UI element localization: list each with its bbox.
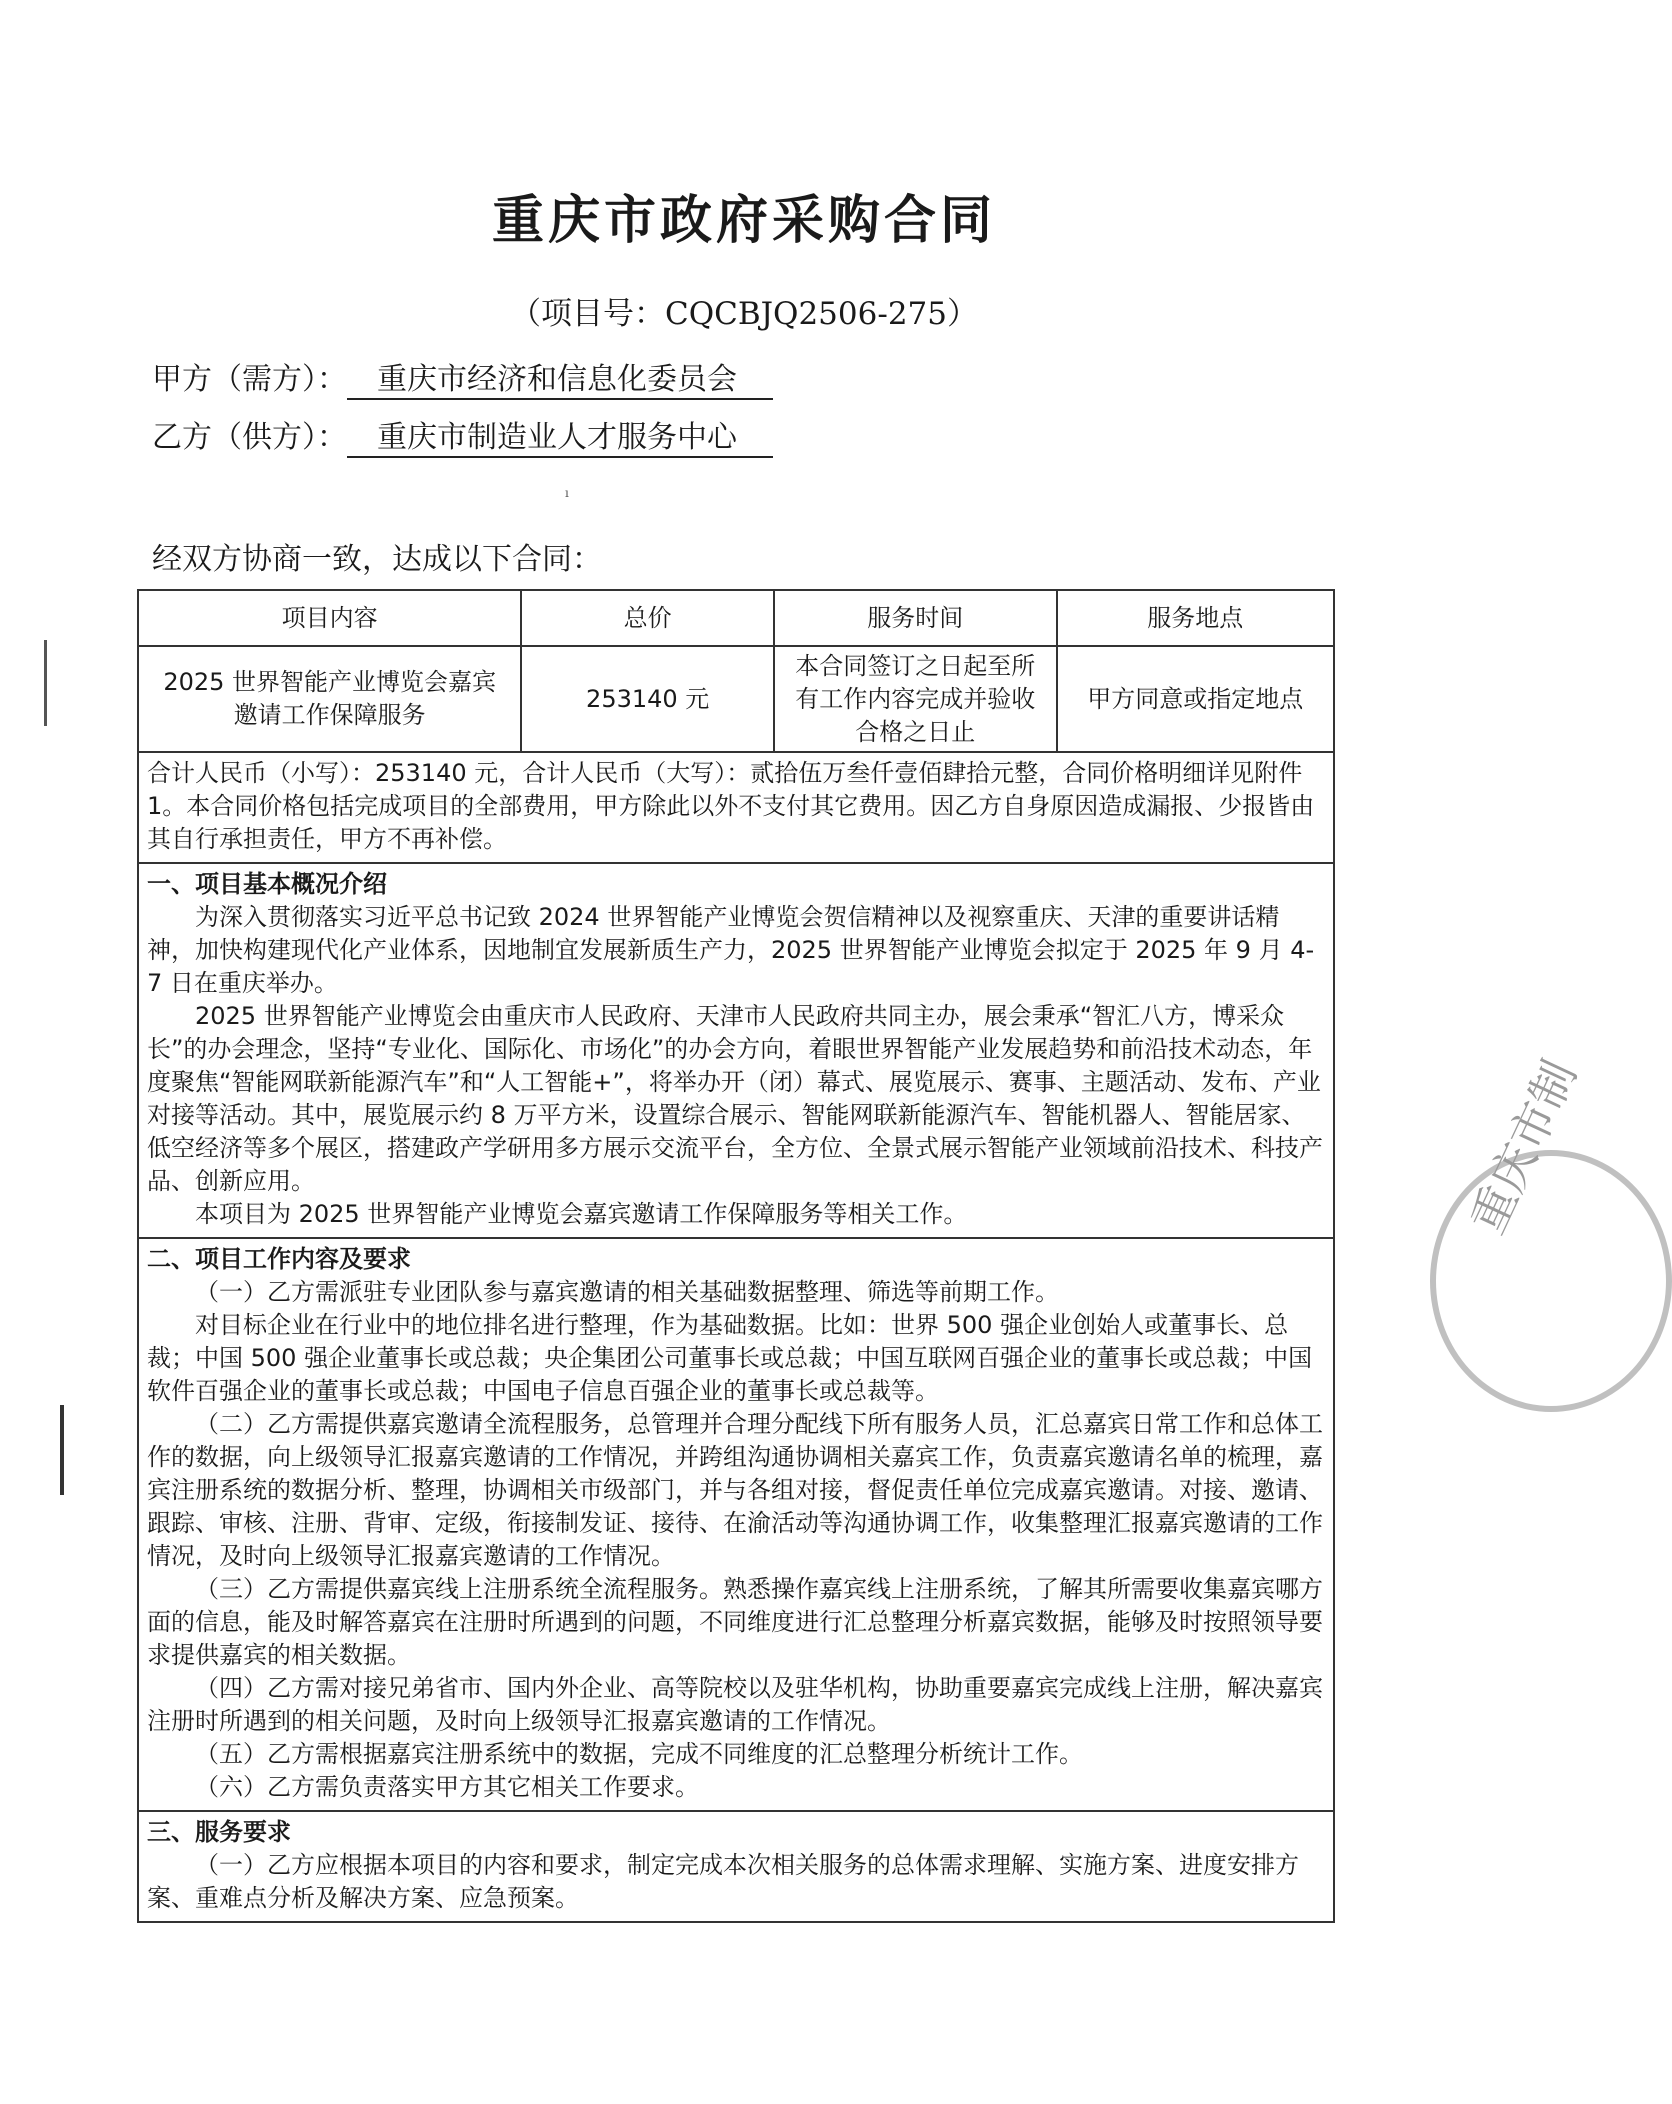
table-header-row [138,590,1334,646]
party-a-label: 甲方（需方）： [152,362,347,397]
section-3-row [138,1811,1334,1922]
seal-text: 重庆市制 [1460,1052,1587,1242]
section-2-paragraph: 对目标企业在行业中的地位排名进行整理，作为基础数据。比如：世界 500 强企业创始人或董事长、总裁；中国 500 强企业董事长或总裁；央企集团公司董事长或总裁；中国互联网百强企业的董事长或总裁；中国软件百强企业的董事长或总裁；中国电子信息百强企业的董事长或总裁等。 [147,1311,1313,1405]
section-3-title: 三、服务要求 [147,1818,291,1846]
party-b [152,412,773,458]
party-a [152,354,773,400]
section-2-paragraph: （一）乙方需派驻专业团队参与嘉宾邀请的相关基础数据整理、筛选等前期工作。 [195,1278,1059,1306]
section-2-row [138,1238,1334,1811]
section-3-paragraph: （一）乙方应根据本项目的内容和要求，制定完成本次相关服务的总体需求理解、实施方案、进度安排方案、重难点分析及解决方案、应急预案。 [147,1851,1299,1912]
item-content-cell: 2025 世界智能产业博览会嘉宾邀请工作保障服务 [138,646,521,752]
section-1-paragraph: 为深入贯彻落实习近平总书记致 2024 世界智能产业博览会贺信精神以及视察重庆、天津的重要讲话精神，加快构建现代化产业体系，因地制宜发展新质生产力，2025 世界智能产业博览会拟定于 2025 年 9 月 4-7 日在重庆举办。 [147,903,1315,997]
scan-margin-mark [60,1405,64,1495]
service-location-cell: 甲方同意或指定地点 [1057,646,1334,752]
party-b-value: 重庆市制造业人才服务中心 [347,412,773,458]
document-title: 重庆市政府采购合同 [491,190,996,251]
table-row [138,646,1334,752]
section-2-paragraph: （五）乙方需根据嘉宾注册系统中的数据，完成不同维度的汇总整理分析统计工作。 [195,1740,1083,1768]
total-text: 合计人民币（小写）：253140 元，合计人民币（大写）：贰拾伍万叁仟壹佰肆拾元整，合同价格明细详见附件 1。本合同价格包括完成项目的全部费用，甲方除此以外不支付其它费用。因乙方自身原因造成漏报、少报皆由其自行承担责任，甲方不再补偿。 [138,752,1334,863]
section-1-row [138,863,1334,1238]
section-1-title: 一、项目基本概况介绍 [147,870,387,898]
party-b-label: 乙方（供方）： [152,420,347,455]
header-cell: 项目内容 [138,590,521,646]
scan-margin-mark [44,640,47,726]
section-2-title: 二、项目工作内容及要求 [147,1245,411,1273]
section-1-paragraph: 本项目为 2025 世界智能产业博览会嘉宾邀请工作保障服务等相关工作。 [195,1200,968,1228]
header-cell: 服务地点 [1057,590,1334,646]
section-2-paragraph: （二）乙方需提供嘉宾邀请全流程服务，总管理并合理分配线下所有服务人员，汇总嘉宾日常工作和总体工作的数据，向上级领导汇报嘉宾邀请的工作情况，并跨组沟通协调相关嘉宾工作，负责嘉宾邀请名单的梳理，嘉宾注册系统的数据分析、整理，协调相关市级部门，并与各组对接，督促责任单位完成嘉宾邀请。对接、邀请、跟踪、审核、注册、背审、定级，衔接制发证、接待、在渝活动等沟通协调工作，收集整理汇报嘉宾邀请的工作情况，及时向上级领导汇报嘉宾邀请的工作情况。 [147,1410,1323,1570]
project-number: （项目号：CQCBJQ2506-275） [509,296,978,332]
total-row [138,752,1334,863]
total-price-cell: 253140 元 [521,646,774,752]
intro-text: 经双方协商一致，达成以下合同： [152,542,602,577]
header-cell: 服务时间 [774,590,1057,646]
section-1-paragraph: 2025 世界智能产业博览会由重庆市人民政府、天津市人民政府共同主办，展会秉承“智汇八方，博采众长”的办会理念，坚持“专业化、国际化、市场化”的办会方向，着眼世界智能产业发展趋势和前沿技术动态，年度聚焦“智能网联新能源汽车”和“人工智能+”，将举办开（闭）幕式、展览展示、赛事、主题活动、发布、产业对接等活动。其中，展览展示约 8 万平方米，设置综合展示、智能网联新能源汽车、智能机器人、智能居家、低空经济等多个展区，搭建政产学研用多方展示交流平台，全方位、全景式展示智能产业领域前沿技术、科技产品、创新应用。 [147,1002,1323,1195]
section-2-paragraph: （三）乙方需提供嘉宾线上注册系统全流程服务。熟悉操作嘉宾线上注册系统，了解其所需要收集嘉宾哪方面的信息，能及时解答嘉宾在注册时所遇到的问题，不同维度进行汇总整理分析嘉宾数据，能够及时按照领导要求提供嘉宾的相关数据。 [147,1575,1323,1669]
section-2-paragraph: （四）乙方需对接兄弟省市、国内外企业、高等院校以及驻华机构，协助重要嘉宾完成线上注册，解决嘉宾注册时所遇到的相关问题，及时向上级领导汇报嘉宾邀请的工作情况。 [147,1674,1323,1735]
header-cell: 总价 [521,590,774,646]
stray-mark: ı [565,486,569,500]
party-a-value: 重庆市经济和信息化委员会 [347,354,773,400]
contract-table [137,589,1335,1923]
service-time-cell: 本合同签订之日起至所有工作内容完成并验收合格之日止 [774,646,1057,752]
section-2-paragraph: （六）乙方需负责落实甲方其它相关工作要求。 [195,1773,699,1801]
